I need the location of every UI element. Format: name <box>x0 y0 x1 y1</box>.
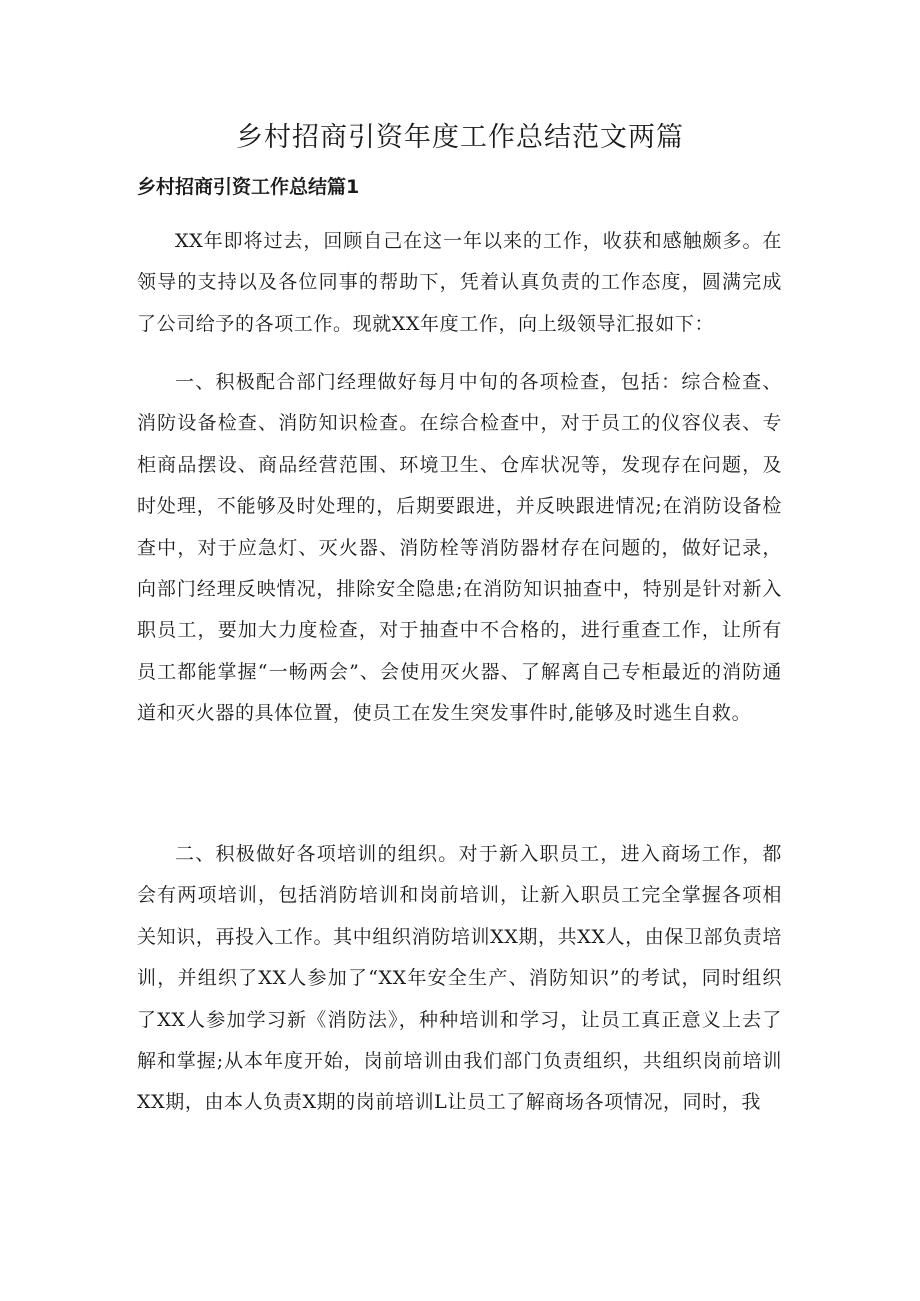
paragraph-intro: XX年即将过去，回顾自己在这一年以来的工作，收获和感触颇多。在领导的支持以及各位同事的帮助下，凭着认真负责的工作态度，圆满完成了公司给予的各项工作。现就XX年度工作，向上级领导汇报如下： <box>137 230 782 335</box>
section-heading: 乡村招商引资工作总结篇1 <box>137 176 360 198</box>
paragraph-inspections: 一、积极配合部门经理做好每月中旬的各项检查，包括：综合检查、消防设备检查、消防知识检查。在综合检查中，对于员工的仪容仪表、专柜商品摆设、商品经营范围、环境卫生、仓库状况等，发现存在问题，及时处理，不能够及时处理的，后期要跟进，并反映跟进情况;在消防设备检查中，对于应急灯、灭火器、消防栓等消防器材存在问题的，做好记录，向部门经理反映情况，排除安全隐患;在消防知识抽查中，特别是针对新入职员工，要加大力度检查，对于抽查中不合格的，进行重查工作，让所有员工都能掌握“一畅两会”、会使用灭火器、了解离自己专柜最近的消防通道和灭火器的具体位置，使员工在发生突发事件时,能够及时逃生自救。 <box>137 371 782 725</box>
paragraph-training: 二、积极做好各项培训的组织。对于新入职员工，进入商场工作，都会有两项培训，包括消防培训和岗前培训，让新入职员工完全掌握各项相关知识，再投入工作。其中组织消防培训XX期，共XX人，由保卫部负责培训，并组织了XX人参加了“XX年安全生产、消防知识”的考试，同时组织了XX人参加学习新《消防法》，种种培训和学习，让员工真正意义上去了解和掌握;从本年度开始，岗前培训由我们部门负责组织，共组织岗前培训XX期，由本人负责X期的岗前培训L让员工了解商场各项情况，同时，我 <box>137 843 782 1114</box>
document-title: 乡村招商引资年度工作总结范文两篇 <box>236 122 684 153</box>
